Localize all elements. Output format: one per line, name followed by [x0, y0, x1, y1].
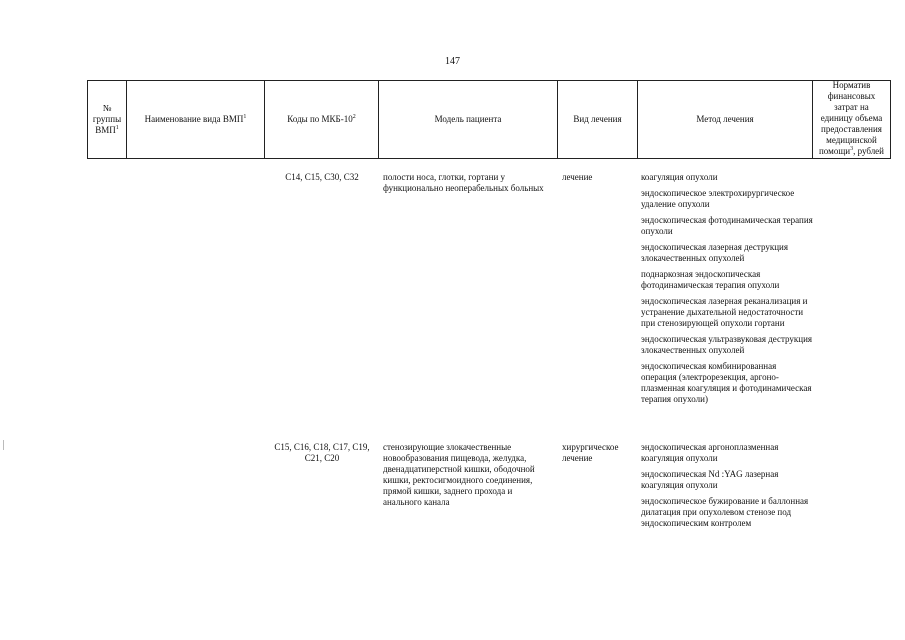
header-norm-line: финансовых: [827, 91, 876, 101]
row-1-methods: [641, 172, 813, 410]
method-item: эндоскопическая аргоноплазменная коагуляция опухоли: [641, 442, 779, 463]
row-1-patient-model: полости носа, глотки, гортани у функционально неоперабельных больных: [383, 172, 544, 193]
footnote-mark: 1: [243, 114, 247, 120]
header-norm-line: медицинской: [826, 135, 877, 145]
method-item: поднаркозная эндоскопическая фотодинамическая терапия опухоли: [641, 269, 780, 290]
header-norm-line: Норматив: [832, 80, 871, 90]
footnote-mark: 1: [115, 125, 119, 131]
header-norm: Норматив финансовых затрат на единицу объема предоставления медицинской помощи$^3$, рублей: [818, 80, 884, 156]
header-treatment-type: Вид лечения: [573, 114, 622, 124]
column-divider: [890, 80, 891, 159]
scan-edge-mark: [3, 440, 4, 450]
method-item: эндоскопическая лазерная реканализация и устранение дыхательной недостаточности при стенозирующей опухоли гортани: [641, 296, 808, 328]
method-item: эндоскопическая фотодинамическая терапия опухоли: [641, 215, 813, 236]
header-norm-line: затрат на: [834, 102, 869, 112]
method-item: коагуляция опухоли: [641, 172, 718, 182]
footnote-mark: 3: [850, 146, 854, 152]
header-group-no-line: ВМП: [95, 125, 116, 135]
method-item: эндоскопическое бужирование и баллонная дилатация при опухолевом стенозе под эндоскопическим контролем: [641, 496, 809, 528]
page-number: 147: [445, 56, 460, 67]
method-item: эндоскопическое электрохирургическое удаление опухоли: [641, 188, 795, 209]
header-vmp-name: Наименование вида ВМП$^1$: [144, 114, 247, 124]
method-item: эндоскопическая лазерная деструкция злокачественных опухолей: [641, 242, 788, 263]
method-item: эндоскопическая ультразвуковая деструкция злокачественных опухолей: [641, 334, 813, 355]
row-2-icd-codes: С15, С16, С18, С17, С19, С21, С20: [274, 442, 370, 463]
header-treatment-method: Метод лечения: [696, 114, 754, 124]
row-2-methods: [641, 442, 813, 534]
header-group-no-line: №: [102, 103, 112, 113]
header-icd-codes: Коды по МКБ-$10^2$: [287, 114, 356, 124]
header-group-no: [88, 80, 126, 159]
row-1-icd-codes: С14, С15, С30, С32: [285, 172, 359, 182]
method-item: эндоскопическая комбинированная операция (электрорезекция, аргоно-плазменная коагуляция и фотодинамическая терапия опухоли): [641, 361, 812, 404]
header-norm-line: единицу объема: [820, 113, 883, 123]
row-2-treatment-type: хирургическое лечение: [562, 442, 619, 463]
header-patient-model: Модель пациента: [434, 114, 502, 124]
method-item: эндоскопическая Nd :YAG лазерная коагуляция опухоли: [641, 469, 779, 490]
row-1-treatment-type: лечение: [562, 172, 593, 182]
header-group-no-line: группы: [92, 114, 122, 124]
footnote-mark: 2: [352, 114, 356, 120]
header-norm-line: предоставления: [821, 124, 882, 134]
row-2-patient-model: стенозирующие злокачественные новообразования пищевода, желудка, двенадцатиперстной кишки, ободочной кишки, ректосигмоидного соединения, прямой кишки, заднего прохода и анального канала: [383, 442, 535, 507]
